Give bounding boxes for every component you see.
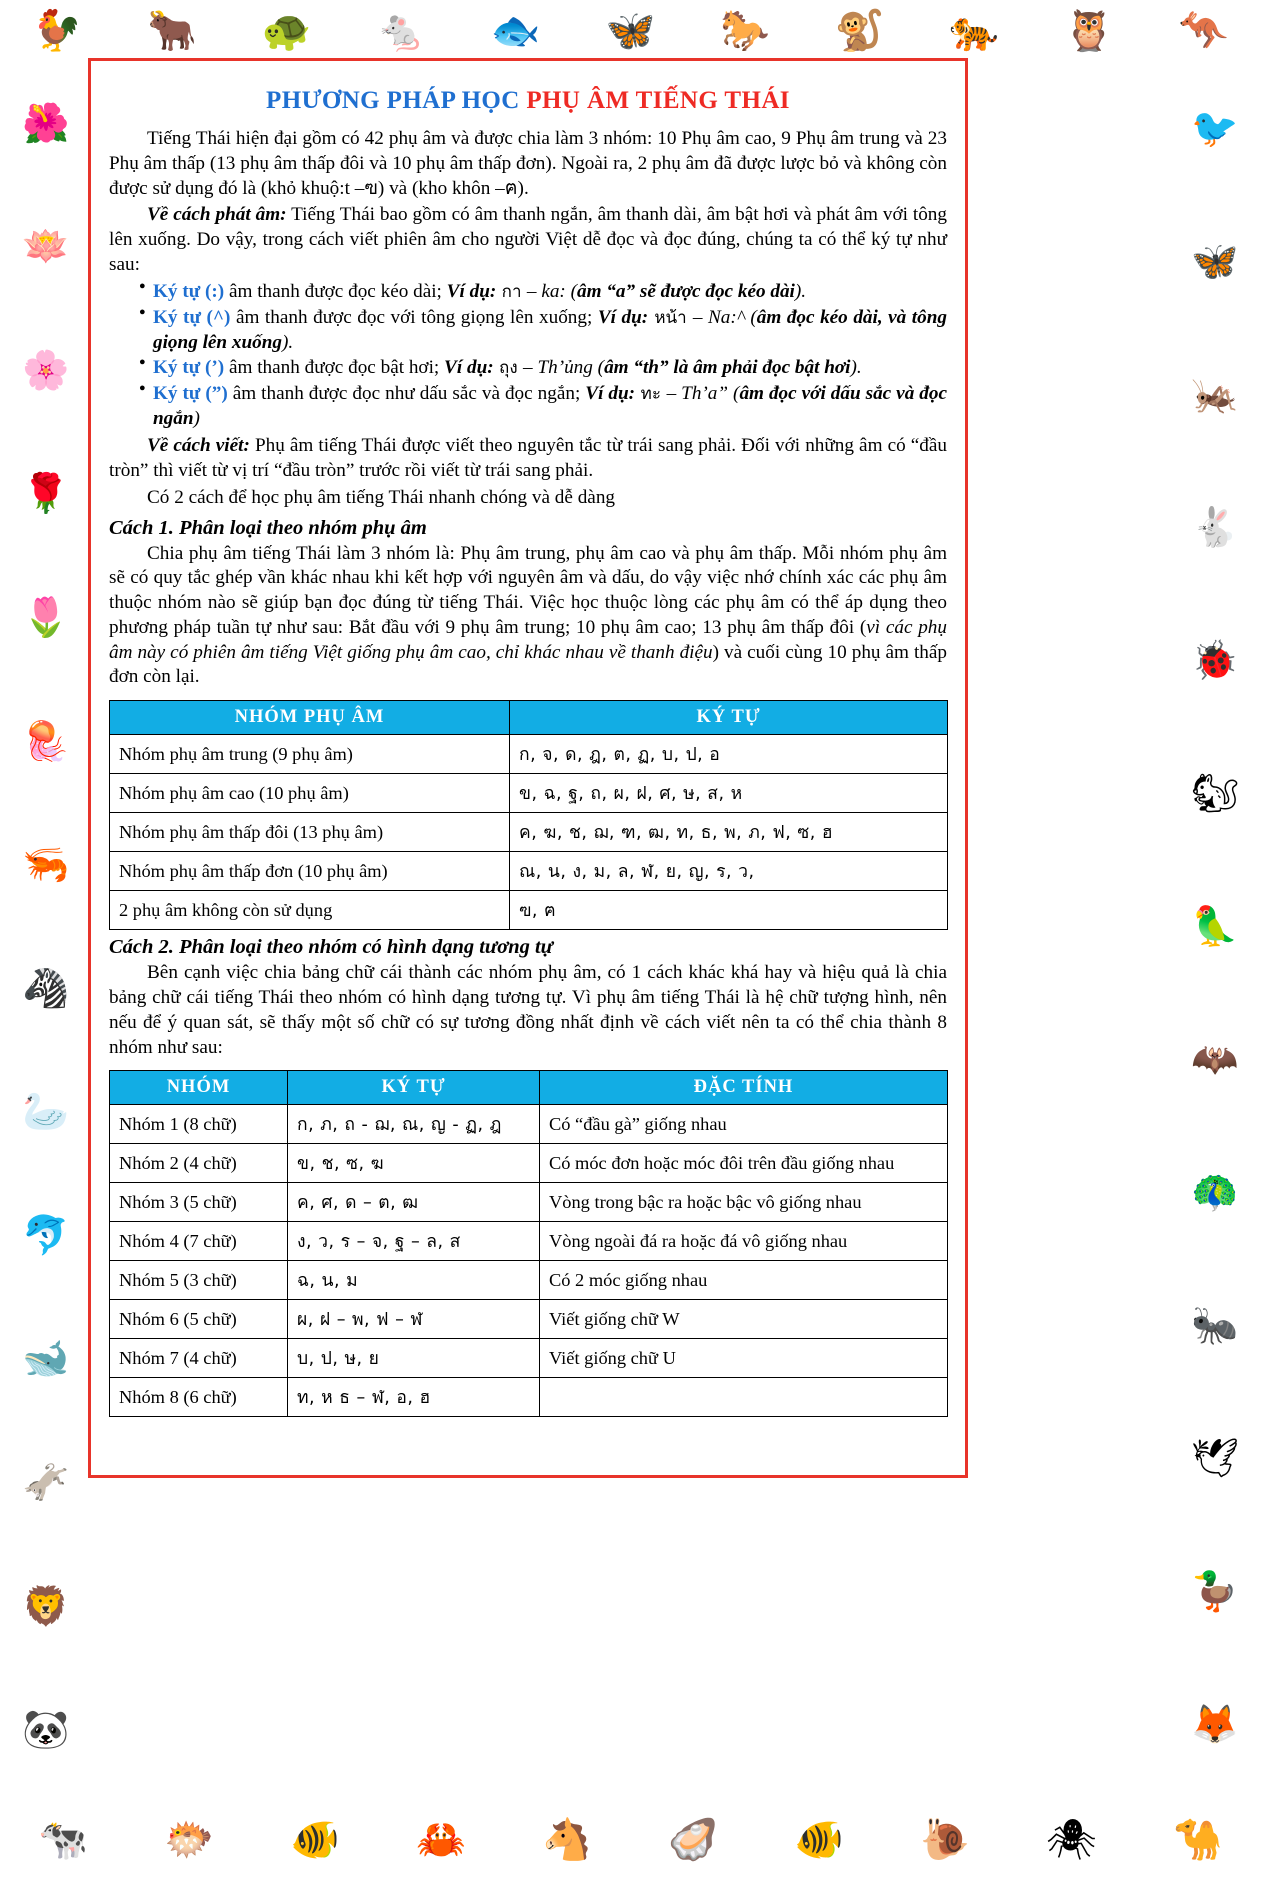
paragraph-two-ways: Có 2 cách để học phụ âm tiếng Thái nhanh chóng và dễ dàng [147, 486, 616, 508]
lion-icon: 🦁 [22, 1585, 70, 1628]
whale-icon: 🐋 [22, 1338, 70, 1381]
cell-group: Nhóm phụ âm thấp đôi (13 phụ âm) [110, 813, 510, 852]
bullet-example-lead: Ví dụ: [444, 357, 494, 379]
rose-icon: 🌹 [22, 473, 70, 516]
cell-group: 2 phụ âm không còn sử dụng [110, 891, 510, 930]
rooster-icon: 🐓 [32, 8, 83, 53]
cell-chars: ก, ภ, ถ - ฌ, ณ, ญ - ฏ, ฎ [288, 1105, 540, 1144]
cell-trait: Vòng ngoài đá ra hoặc đá vô giống nhau [540, 1222, 948, 1261]
table-row [110, 1144, 948, 1183]
cell-group: Nhóm 2 (4 chữ) [110, 1144, 288, 1183]
cell-trait: Có 2 móc giống nhau [540, 1261, 948, 1300]
cach1-body-end: ) và cuối cùng 10 phụ âm thấp đơn còn lại. [109, 641, 948, 688]
camel-icon: 🐪 [1173, 1817, 1223, 1862]
bullet-example-lead: Ví dụ: [585, 383, 636, 405]
duck-icon: 🦆 [1191, 1571, 1239, 1614]
pufferfish-icon: 🐡 [164, 1817, 214, 1862]
section-heading-cach1: Cách 1. Phân loại theo nhóm phụ âm [109, 516, 427, 539]
spider-icon: 🕷 [1046, 1817, 1097, 1862]
bullet-example-end: ). [282, 331, 294, 353]
table-row [110, 774, 948, 813]
cell-trait: Viết giống chữ W [540, 1300, 948, 1339]
bullet-example-italic: âm “th” là âm phải đọc bật hơi [604, 357, 851, 379]
cell-chars: ก, จ, ด, ฎ, ต, ฏ, บ, ป, อ [510, 735, 948, 774]
horse-icon: 🐎 [720, 8, 770, 53]
notation-bullet-list [109, 280, 947, 433]
cell-group: Nhóm 6 (5 chữ) [110, 1300, 288, 1339]
bullet-example-italic: âm đọc với dấu sắc và đọc ngắn [153, 383, 947, 430]
bullet-example-end: ). [794, 280, 807, 302]
bullet-example-lead: Ví dụ: [446, 280, 497, 302]
column-header-group: NHÓM [110, 1071, 288, 1105]
dolphin-icon: 🐬 [22, 1214, 70, 1257]
table-header-row [110, 1071, 948, 1105]
cow-icon: 🐄 [38, 1817, 88, 1862]
bullet-label: Ký tự (^) [153, 306, 231, 328]
monkey-icon: 🐒 [834, 8, 885, 53]
decor-border-bottom [0, 1790, 1261, 1890]
ladybug-icon: 🐞 [1191, 639, 1239, 682]
tulip-icon: 🌷 [22, 597, 70, 640]
shrimp-icon: 🦐 [22, 844, 70, 887]
bullet-label: Ký tự (:) [153, 280, 225, 302]
rabbit-icon: 🐇 [1191, 506, 1239, 549]
cell-group: Nhóm 7 (4 chữ) [110, 1339, 288, 1378]
list-item [139, 356, 947, 381]
bullet-example-italic: âm đọc kéo dài, và tông giọng lên xuống [153, 306, 947, 353]
document-page [88, 58, 968, 1478]
paragraph-cach2-body: Bên cạnh việc chia bảng chữ cái thành các nhóm phụ âm, có 1 cách khác khá hay và hiệu quả là chia bảng chữ cái tiếng Thái theo nhóm có hình dạng tương tự. Vì phụ âm tiếng Thái là hệ chữ tượng hình, nên nếu để ý quan sát, sẽ thấy một số chữ có sự tương đồng nhất định về cách viết nên ta có thể chia thành 8 nhóm như sau: [109, 962, 947, 1058]
consonant-group-table [109, 700, 948, 930]
cell-group: Nhóm 8 (6 chữ) [110, 1378, 288, 1417]
bullet-example-end: ). [850, 357, 862, 379]
donkey-icon: 🫏 [22, 1461, 70, 1504]
consonant-group-table-body [110, 735, 948, 930]
table-row [110, 1300, 948, 1339]
clam-icon: 🦪 [668, 1817, 718, 1862]
bullet-label: Ký tự (’) [153, 357, 225, 379]
page-title [109, 87, 947, 115]
flower-icon: 🌺 [22, 102, 70, 145]
cell-trait: Có móc đơn hoặc móc đôi trên đầu giống nhau [540, 1144, 948, 1183]
bullet-text: âm thanh được đọc kéo dài; [224, 280, 447, 302]
decor-border-right [1169, 62, 1261, 1792]
snail-icon: 🐌 [920, 1817, 970, 1862]
cell-chars: บ, ป, ษ, ย [288, 1339, 540, 1378]
cell-chars: ข, ช, ซ, ฆ [288, 1144, 540, 1183]
decor-border-top [0, 0, 1261, 62]
bullet-text: âm thanh được đọc như dấu sắc và đọc ngắn; [227, 383, 586, 405]
bullet-example-lead: Ví dụ: [597, 306, 649, 328]
writing-lead: Về cách viết: [147, 435, 250, 457]
cell-trait: Vòng trong bậc ra hoặc bậc vô giống nhau [540, 1183, 948, 1222]
bat-icon: 🦇 [1191, 1038, 1239, 1081]
shape-group-table-body [110, 1105, 948, 1417]
panda-icon: 🐼 [22, 1709, 70, 1752]
list-item [139, 280, 947, 305]
cell-chars: ฃ, ฅ [510, 891, 948, 930]
mouse-icon: 🐁 [376, 8, 427, 53]
cell-group: Nhóm phụ âm trung (9 phụ âm) [110, 735, 510, 774]
paragraph-pronunciation [109, 203, 947, 277]
cell-group: Nhóm 3 (5 chữ) [110, 1183, 288, 1222]
table-row [110, 1261, 948, 1300]
cell-chars: ค, ศ, ด – ต, ฒ [288, 1183, 540, 1222]
pronunciation-body: Tiếng Thái bao gồm có âm thanh ngắn, âm thanh dài, âm bật hơi và phát âm với tông lên xuống. Do vậy, trong cách viết phiên âm cho người Việt dễ đọc và đọc đúng, chúng ta có thể ký tự như sau: [109, 204, 947, 275]
cell-group: Nhóm phụ âm cao (10 phụ âm) [110, 774, 510, 813]
table-row [110, 735, 948, 774]
shape-group-table [109, 1070, 948, 1417]
column-header-group: NHÓM PHỤ ÂM [110, 701, 510, 735]
bullet-example-rest: – Na:^ ( [692, 306, 757, 328]
cach1-body-start: Chia phụ âm tiếng Thái làm 3 nhóm là: Phụ âm trung, phụ âm cao và phụ âm thấp. Mỗi nhóm phụ âm sẽ có quy tắc ghép vần khác nhau khi kết hợp với nguyên âm và dấu, do vậy việc nhớ chính xác các phụ âm thuộc nhóm nào sẽ giúp bạn đọc đúng từ tiếng Thái. Việc học thuộc lòng các phụ âm có thể áp dụng theo phương pháp tuần tự như sau: Bắt đầu với 9 phụ âm trung; 10 phụ âm cao; 13 phụ âm thấp đôi ( [109, 542, 947, 638]
butterfly-icon: 🦋 [605, 8, 656, 53]
peacock-icon: 🦚 [1191, 1172, 1239, 1215]
parrot-icon: 🦜 [1191, 905, 1239, 948]
cell-chars: ท, ห ธ – ฬ, อ, ฮ [288, 1378, 540, 1417]
fox-icon: 🦊 [1191, 1704, 1239, 1747]
table-row [110, 1222, 948, 1261]
squirrel-icon: 🐿 [1190, 772, 1240, 815]
zebra-icon: 🦓 [22, 967, 70, 1010]
fish2-icon: 🐠 [794, 1817, 844, 1862]
seahorse2-icon: 🐴 [542, 1817, 592, 1862]
column-header-trait: ĐẶC TÍNH [540, 1071, 948, 1105]
swan-icon: 🦢 [22, 1091, 70, 1134]
bullet-thai-sample: ทะ [635, 384, 667, 405]
table-row [110, 891, 948, 930]
cell-chars: ข, ฉ, ฐ, ถ, ผ, ฝ, ศ, ษ, ส, ห [510, 774, 948, 813]
crab-icon: 🦀 [416, 1817, 466, 1862]
cell-group: Nhóm 1 (8 chữ) [110, 1105, 288, 1144]
cell-group: Nhóm phụ âm thấp đơn (10 phụ âm) [110, 852, 510, 891]
cell-trait [540, 1378, 948, 1417]
decor-border-left [0, 62, 92, 1792]
cell-chars: ฉ, น, ม [288, 1261, 540, 1300]
cell-chars: ค, ฆ, ช, ฌ, ฑ, ฒ, ท, ธ, พ, ภ, ฟ, ซ, ฮ [510, 813, 948, 852]
lotus-icon: 🪷 [22, 226, 70, 269]
bullet-example-italic: âm “a” sẽ được đọc kéo dài [577, 280, 795, 302]
owl-icon: 🦉 [1064, 8, 1114, 53]
bullet-thai-sample: ถุง [493, 358, 524, 379]
table-row [110, 1339, 948, 1378]
cach1-body-italic: vì các phụ âm này có phiên âm tiếng Việt giống phụ âm cao, chỉ khác nhau về thanh điệu [109, 616, 947, 663]
bullet-example-rest: – Th’ủng ( [523, 357, 605, 379]
fish-icon: 🐟 [490, 8, 541, 53]
page-title-secondary: PHỤ ÂM TIẾNG THÁI [526, 87, 790, 114]
list-item [139, 306, 947, 356]
buffalo-icon: 🐂 [147, 8, 197, 53]
cell-chars: ณ, น, ง, ม, ล, ฬ, ย, ญ, ร, ว, [510, 852, 948, 891]
section-heading-cach2: Cách 2. Phân loại theo nhóm có hình dạng tương tự [109, 936, 553, 959]
bullet-example-end: ) [193, 408, 200, 430]
cell-trait: Viết giống chữ U [540, 1339, 948, 1378]
page-title-primary: PHƯƠNG PHÁP HỌC [266, 87, 520, 114]
table-row [110, 1105, 948, 1144]
table-row [110, 852, 948, 891]
column-header-chars: KÝ TỰ [510, 701, 948, 735]
bullet-example-rest: – Th’a” ( [666, 383, 740, 405]
paragraph-writing [109, 434, 947, 484]
turtle-icon: 🐢 [261, 8, 312, 53]
tiger-icon: 🐅 [949, 8, 1000, 53]
list-item [139, 382, 947, 432]
kangaroo-icon: 🦘 [1178, 8, 1229, 53]
table-row [110, 1378, 948, 1417]
bullet-text: âm thanh được đọc bật hơi; [224, 357, 445, 379]
bird2-icon: 🕊 [1190, 1438, 1240, 1481]
ant-icon: 🐜 [1191, 1305, 1239, 1348]
table-header-row [110, 701, 948, 735]
bellflower-icon: 🌸 [22, 349, 70, 392]
table-row [110, 1183, 948, 1222]
cell-chars: ผ, ฝ – พ, ฟ – ฬ [288, 1300, 540, 1339]
bullet-example-rest: – ka: ( [526, 280, 577, 302]
bullet-thai-sample: กา [496, 281, 527, 302]
column-header-chars: KÝ TỰ [288, 1071, 540, 1105]
bird-icon: 🐦 [1191, 107, 1239, 150]
paragraph-cach1-body [109, 542, 947, 691]
cell-group: Nhóm 5 (3 chữ) [110, 1261, 288, 1300]
bullet-thai-sample: หน้า [648, 307, 693, 328]
seahorse-icon: 🐠 [290, 1817, 340, 1862]
grasshopper-icon: 🦗 [1191, 373, 1239, 416]
paragraph-intro: Tiếng Thái hiện đại gồm có 42 phụ âm và được chia làm 3 nhóm: 10 Phụ âm cao, 9 Phụ âm trung và 23 Phụ âm thấp (13 phụ âm thấp đôi và 10 phụ âm thấp đơn). Ngoài ra, 2 phụ âm đã được lược bỏ và không còn được sử dụng đó là (khỏ khuộ:t –ฃ) và (kho khôn –ฅ). [109, 128, 947, 199]
bullet-text: âm thanh được đọc với tông giọng lên xuống; [230, 306, 598, 328]
writing-body: Phụ âm tiếng Thái được viết theo nguyên tắc từ trái sang phải. Đối với những âm có “đầu tròn” thì viết từ vị trí “đầu tròn” trước rồi viết từ trái sang phải. [109, 435, 947, 482]
jellyfish-icon: 🪼 [22, 720, 70, 763]
pronunciation-lead: Về cách phát âm: [147, 204, 287, 226]
bullet-label: Ký tự (”) [153, 383, 228, 405]
cell-trait: Có “đầu gà” giống nhau [540, 1105, 948, 1144]
butterfly2-icon: 🦋 [1191, 240, 1239, 283]
cell-chars: ง, ว, ร – จ, ฐ – ล, ส [288, 1222, 540, 1261]
table-row [110, 813, 948, 852]
cell-group: Nhóm 4 (7 chữ) [110, 1222, 288, 1261]
